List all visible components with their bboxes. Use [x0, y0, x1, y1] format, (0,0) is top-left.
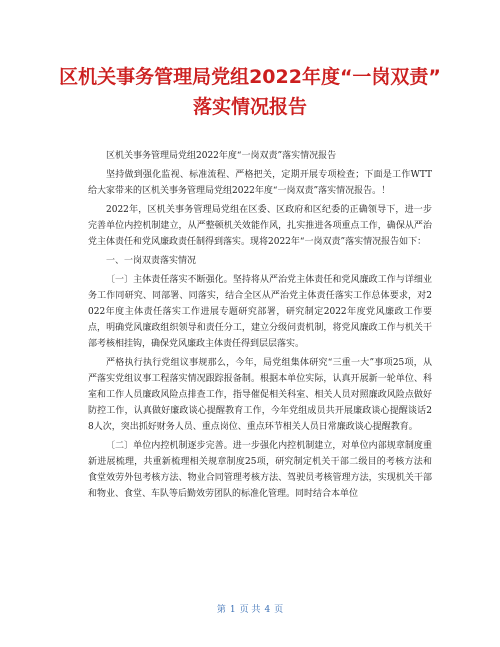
- page-footer: [0, 602, 500, 615]
- paragraph-item-2: 〔二〕单位内控机制逐步完善。进一步强化内控机制建立，对单位内部规章制度重新进展梳理，共重新梳理相关规章制度25项，研究制定机关干部二级目的考核方法和食堂效劳外包考核方法、物业合同管理考核方法、驾驶员考核管理方法，实现机关干部和物业、食堂、车队等后勤效劳团队的标准化管理。同时结合本单位: [88, 441, 432, 499]
- paragraph-intro: 坚持做到强化监视、标准流程、严格把关，定期开展专项检查；下面是工作WTT给大家带来的区机关事务管理局党组2022年度“一岗双责”落实情况报告。！: [88, 170, 432, 196]
- document-title-line1: 区机关事务管理局党组2022年度“一岗双责”: [59, 66, 441, 88]
- document-title-line2: 落实情况报告: [192, 96, 307, 118]
- paragraph-overview: 2022年，区机关事务管理局党组在区委、区政府和区纪委的正确领导下，进一步完善单位内控机制建立，从严整顿机关效能作风，扎实推进各项重点工作，确保从严治党主体责任和党风廉政责任制得到落实。现将2022年“一岗双责”落实情况报告如下：: [88, 205, 432, 247]
- paragraph-subtitle: 区机关事务管理局党组2022年度“一岗双责”落实情况报告: [106, 151, 337, 161]
- page-current: 1: [229, 605, 236, 615]
- page-prefix: 第: [216, 605, 226, 615]
- paragraph-item-1-detail: 严格执行执行党组议事规那么，今年，局党组集体研究“三重一大”事项25项，从严落实党组议事工程落实情况跟踪报备制。根据本单位实际，认真开展新一轮单位、科室和工作人员廉政风险点排查工作，指导催促相关科室、相关人员对照廉政风险点做好防控工作，认真做好廉政谈心提醒教育工作，今年党组成员共开展廉政谈心提醒谈话28人次，突出抓好财务人员、重点岗位、重点环节相关人员日常廉政谈心提醒教育。: [88, 358, 432, 432]
- page-mid: 页 共: [239, 605, 261, 615]
- page-total: 4: [264, 605, 271, 615]
- paragraph-item-1: 〔一〕主体责任落实不断强化。坚持将从严治党主体责任和党风廉政工作与详细业务工作同研究、同部署、同落实，结合全区从严治党主体责任落实工作总体要求，对2022年度主体责任落实工作进展专题研究部署，研究制定2022年度党风廉政工作要点，明确党风廉政组织领导和责任分工，建立分级问责机制，将党风廉政工作与机关干部考核相挂钩，确保党风廉政主体责任得到层层落实。: [88, 275, 432, 349]
- section-heading: 一、一岗双责落实情况: [106, 256, 197, 266]
- page-suffix: 页: [274, 605, 284, 615]
- document-body: [88, 148, 432, 505]
